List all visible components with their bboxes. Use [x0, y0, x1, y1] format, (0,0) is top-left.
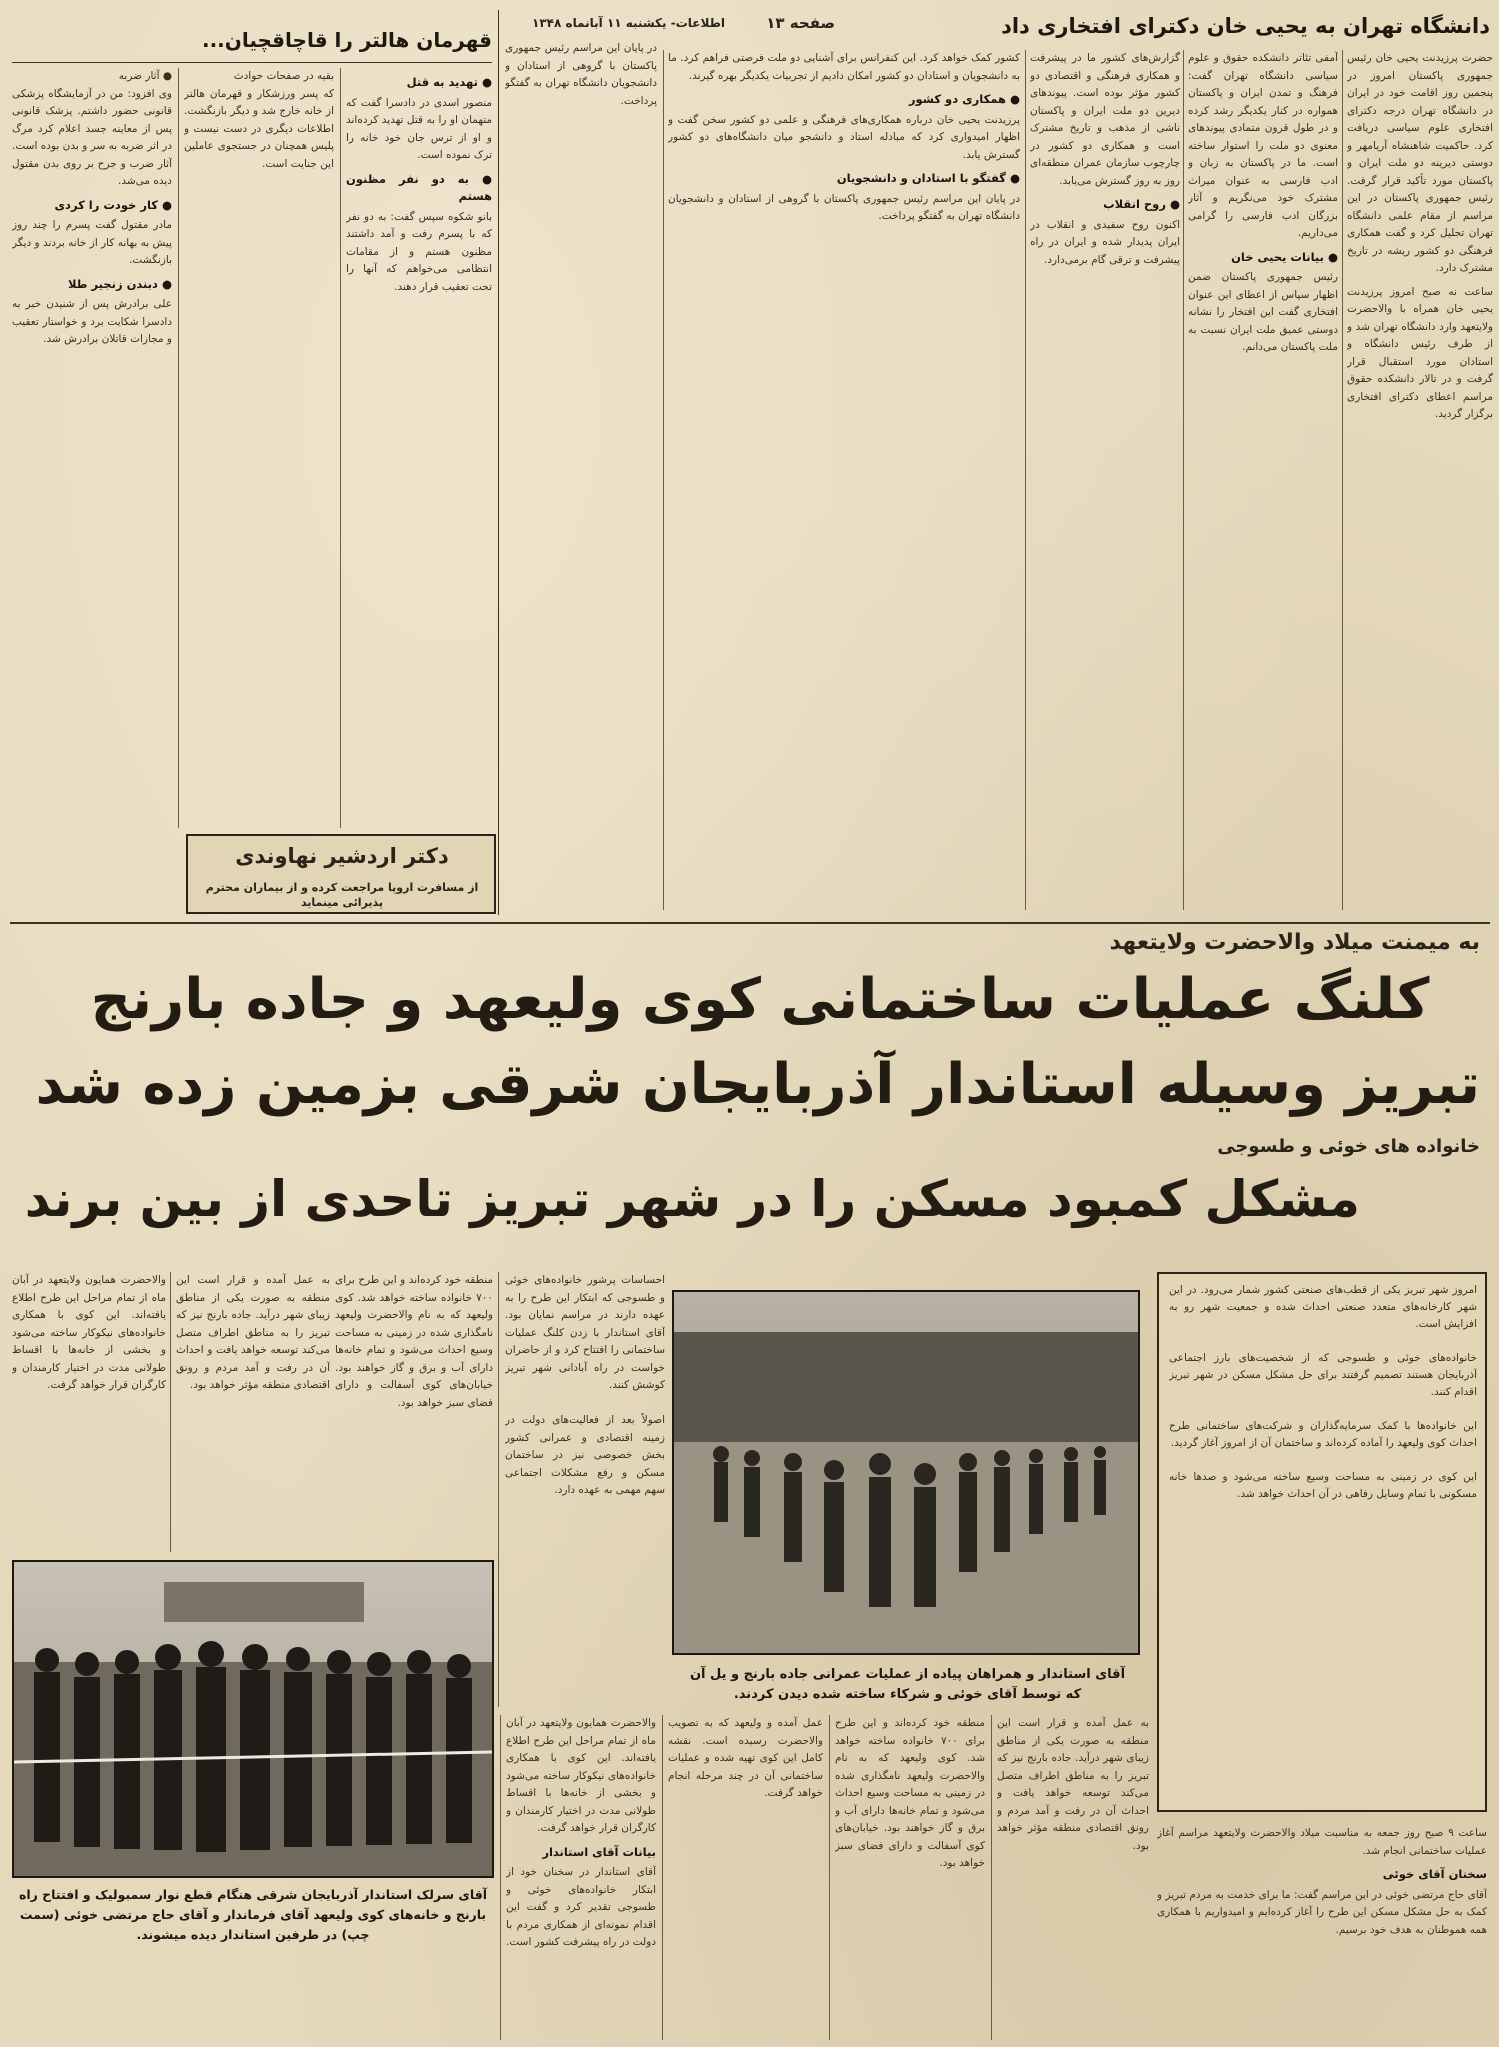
story-column [506, 1715, 656, 2040]
story-column [1157, 1825, 1487, 2040]
paragraph: عمل آمده و ولیعهد که به تصویب والاحضرت رسیده است. نقشه کامل این کوی تهیه شده و عملیات ساختمانی آن در چند مرحله انجام خواهد گرفت. [668, 1717, 823, 1799]
column-rule [498, 1272, 499, 1707]
subheading: ● کار خودت را کردی [54, 197, 172, 212]
weightlifter-headline: قهرمان هالتر را قاچاقچیان... [201, 28, 492, 52]
paragraph: بانو شکوه سپس گفت: به دو نفر که با پسرم رفت و آمد داشتند مظنون هستم و از مقامات انتظامی می‌خواهم که آنها را تحت تعقیب قرار دهند. [346, 210, 492, 293]
column-rule [498, 10, 499, 915]
story-column [346, 68, 492, 828]
column-rule [170, 1272, 171, 1552]
paragraph: به عمل آمده و قرار است این منطقه به صورت یکی از مناطق زیبای شهر درآید. جاده بارنج نیز که تبریز را به مناطق اطراف متصل می‌کند توسعه خواهد یافت و احداث آن در رفت و آمد مردم و رونق اقتصادی منطقه مؤثر خواهد بود. [176, 1274, 330, 1391]
paragraph: در پایان این مراسم رئیس جمهوری پاکستان با گروهی از استادان و دانشجویان دانشگاه تهران به گفتگو پرداخت. [505, 42, 657, 107]
story-column [12, 68, 172, 923]
subheading: بیانات آقای استاندار [542, 1844, 656, 1859]
column-rule [1342, 50, 1343, 910]
page-number: صفحه ۱۳ [766, 14, 835, 32]
paragraph: بقیه در صفحات حوادث که پسر ورزشکار و قهرمان هالتر از خانه خارج شد و دیگر بازنگشت. اطلاعات دیگری در دست نیست و پلیس همچنان در جستجوی عاملین این جنایت است. [184, 70, 334, 170]
paragraph: احساسات پرشور خانواده‌های خوئی و طسوجی که ابتکار این طرح را به عهده دارند در مراسم نمایان بود. آقای استاندار با زدن کلنگ عملیات ساختمانی را افتتاح کرد و از حاضران خواست در راه آبادانی شهر تبریز کوشش کنند. اصولاً بعد از فعالیت‌های دولت در زمینه اقتصادی و عمرانی کشور بخش خصوصی نیز در ساختمان مسکن و رفع مشکلات اجتماعی سهم مهمی به عهده دارد. [505, 1274, 665, 1496]
paragraph: منطقه خود کرده‌اند و این طرح برای ۷۰۰ خانواده ساخته خواهد شد. کوی ولیعهد که به نام والاحضرت ولیعهد نامگذاری شده در زمینی به مساحت وسیع احداث می‌شود و تمام خانه‌ها دارای آب و برق و گاز خواهند بود. خیابان‌های کوی آسفالت و دارای فضای سبز خواهد بود. [335, 1274, 493, 1409]
paragraph: ساعت نه صبح امروز پرزیدنت یحیی خان همراه با والاحضرت ولایتعهد وارد دانشگاه تهران شد و از طرف رئیس دانشگاه و استادان مورد استقبال قرار گرفت و در تالار دانشکده حقوق مراسم اعطای دکترای افتخاری برگزار گردید. [1347, 285, 1493, 420]
column-rule [340, 68, 341, 828]
banner-sub-kicker: خانواده های خوئی و طسوجی [1217, 1136, 1480, 1157]
photo-scene [14, 1562, 492, 1876]
subheading: ● دبندن زنجیر طلا [67, 276, 172, 291]
photo-caption: آقای سرلک استاندار آذربایجان شرقی هنگام قطع نوار سمبولیک و افتتاح راه بارنج و خانه‌های کوی ولیعهد آقای فرماندار و آقای حاج مرتضی خوئی (سمت چپ) در طرفین استاندار دیده میشوند. [18, 1887, 488, 1942]
paragraph: والاحضرت همایون ولایتعهد در آبان ماه از تمام مراحل این طرح اطلاع یافته‌اند. این کوی با همکاری خانواده‌های نیکوکار ساخته می‌شود و بخشی از خانه‌ها با اقساط طولانی مدت در اختیار کارمندان و کارگران قرار خواهد گرفت. [12, 1274, 166, 1391]
paragraph: مادر مقتول گفت پسرم را چند روز پیش به بهانه کار از خانه بردند و دیگر بازنگشت. [12, 219, 172, 266]
subheading: ● همکاری دو کشور [908, 92, 1020, 106]
story-column [12, 1272, 166, 1552]
story-column [1188, 50, 1338, 910]
story-column [505, 40, 657, 910]
subheading: ● بیانات یحیی خان [1231, 249, 1338, 264]
photo-officials-walking [672, 1290, 1140, 1655]
column-rule [662, 1715, 663, 2040]
column-rule [829, 1715, 830, 2040]
section-divider [10, 922, 1490, 924]
paragraph: آقای حاج مرتضی خوئی در این مراسم گفت: ما برای خدمت به مردم تبریز و کمک به حل مشکل مسکن این طرح را آغاز کرده‌ایم و امیدواریم با همکاری همه هموطنان به هدف خود برسیم. [1157, 1888, 1487, 1936]
story-column [184, 68, 334, 828]
paragraph: به عمل آمده و قرار است این منطقه به صورت یکی از مناطق زیبای شهر درآید. جاده بارنج نیز که تبریز را به مناطق اطراف متصل می‌کند توسعه خواهد یافت و احداث آن در رفت و آمد مردم و رونق اقتصادی منطقه مؤثر خواهد بود. [997, 1717, 1149, 1852]
paragraph: گزارش‌های کشور ما در پیشرفت و همکاری فرهنگی و اقتصادی دو کشور مؤثر بوده است. پیوندهای دیرین دو ملت ایران و پاکستان ناشی از مذهب و تاریخ مشترک است و همکاری دو کشور در چارچوب سازمان عمران منطقه‌ای روز به روز گسترش می‌یابد. [1030, 52, 1180, 187]
paragraph: منصور اسدی در دادسرا گفت که متهمان او را به قتل تهدید کرده‌اند و او از ترس جان خود خانه را ترک نموده است. [346, 96, 492, 161]
university-headline: دانشگاه تهران به یحیی خان دکترای افتخاری داد [1001, 14, 1490, 38]
paragraph: در پایان این مراسم رئیس جمهوری پاکستان با گروهی از استادان و دانشجویان دانشگاه تهران به گفتگو پرداخت. [668, 192, 1020, 222]
photo-caption: آقای استاندار و همراهان پیاده از عملیات عمرانی جاده بارنج و یل آن که توسط آقای خوئی و شرکاء ساخته شده دیدن کردند. [689, 1667, 1126, 1702]
ad-doctor-name: دکتر اردشیر نهاوندی [235, 844, 449, 868]
paragraph: رئیس جمهوری پاکستان ضمن اظهار سپاس از اعطای این عنوان افتخاری گفت این افتخار را نشانه دوستی عمیق ملت ایران نسبت به ملت پاکستان می‌دانم. [1188, 271, 1338, 353]
paragraph: آقای استاندار در سخنان خود از ابتکار خانواده‌های خوئی و طسوجی تقدیر کرد و گفت این اقدام نمونه‌ای از همکاری مردم با دولت در راه پیشرفت کشور است. [506, 1866, 656, 1948]
paragraph: حضرت پرزیدنت یحیی خان رئیس جمهوری پاکستان امروز در پنجمین روز اقامت خود در ایران در دانشگاه تهران درجه دکترای افتخاری علوم سیاسی دریافت کرد. حاکمیت شاهنشاه آریامهر و دوستی دیرینه دو ملت ایران و پاکستان مورد تأکید قرار گرفت. رئیس جمهوری پاکستان در این مراسم از مقام علمی دانشگاه تهران تجلیل کرد و گفت همکاری فرهنگی دو کشور ریشه در تاریخ مشترک دارد. [1347, 52, 1493, 274]
paragraph: اکنون روح سفیدی و انقلاب در ایران پدیدار شده و ایران در راه پیشرفت و ترقی گام برمی‌دارد. [1030, 218, 1180, 266]
story-column [835, 1715, 985, 2040]
headline-rule [12, 62, 492, 63]
subheading: ● روح انقلاب [1103, 197, 1180, 211]
doctor-ad-box [186, 834, 496, 914]
column-rule [1183, 50, 1184, 910]
story-column [668, 50, 1020, 910]
paragraph: ● آثار ضربه وی افزود: من در آزمایشگاه پزشکی قانونی حضور داشتم. پزشک قانونی پس از معاینه جسد اعلام کرد مرگ در اثر ضربه به سر و بدن بوده است. آثار ضرب و جرح بر روی بدن مقتول دیده می‌شد. [12, 70, 172, 187]
ad-doctor-line: از مسافرت اروپا مراجعت کرده و از بیماران محترم پذیرائی مینماید [205, 881, 479, 909]
story-column [997, 1715, 1149, 2040]
story-column [505, 1272, 665, 1707]
paragraph: آمفی تئاتر دانشکده حقوق و علوم سیاسی دانشگاه تهران گفت: فرهنگ و تمدن ایران و پاکستان همواره در کنار یکدیگر رشد کرده و در طول قرون متمادی پیوندهای معنوی دو ملت را استوار ساخته است. ما در پاکستان به زبان و ادب فارسی به عنوان میراث مشترک خود می‌نگریم و آثار بزرگان ادب فارسی را گرامی می‌داریم. [1188, 52, 1338, 239]
story-column: امروز شهر تبریز یکی از قطب‌های صنعتی کشور شمار می‌رود. در این شهر کارخانه‌های متعدد صنعتی احداث شده و جمعیت شهر رو به افزایش است. خانواده‌های خوئی و طسوجی که از شخصیت‌های بارز اجتماعی آذربایجان هستند تصمیم گرفتند برای حل مشکل مسکن در شهر تبریز اقدام کنند. این خانواده‌ها با کمک سرمایه‌گذاران و شرکت‌های ساختمانی طرح احداث کوی ولیعهد را آماده کرده‌اند و ساختمان آن از امروز آغاز گردید. این کوی در زمینی به مساحت وسیع ساخته می‌شود و صدها خانه مسکونی با تمام وسایل رفاهی در آن احداث خواهد شد. [1169, 1284, 1477, 1500]
photo-ribbon-cutting [12, 1560, 494, 1878]
story-column [1030, 50, 1180, 910]
paragraph: علی برادرش پس از شنیدن خبر به دادسرا شکایت برد و خواستار تعقیب و مجازات قاتلان برادرش شد. [12, 298, 172, 345]
banner-headline-3: مشکل کمبود مسکن را در شهر تبریز تاحدی از بین برند [24, 1170, 1360, 1228]
column-rule [991, 1715, 992, 2040]
subheading: ● گفتگو با استادان و دانشجویان [836, 171, 1020, 185]
story-column [335, 1272, 493, 1552]
paragraph: والاحضرت همایون ولایتعهد در آبان ماه از تمام مراحل این طرح اطلاع یافته‌اند. این کوی با همکاری خانواده‌های نیکوکار ساخته می‌شود و بخشی از خانه‌ها با اقساط طولانی مدت در اختیار کارمندان و کارگران قرار خواهد گرفت. [506, 1717, 656, 1834]
paragraph: منطقه خود کرده‌اند و این طرح برای ۷۰۰ خانواده ساخته خواهد شد. کوی ولیعهد که به نام والاحضرت ولیعهد نامگذاری شده در زمینی به مساحت وسیع احداث می‌شود و تمام خانه‌ها دارای آب و برق و گاز خواهند بود. خیابان‌های کوی آسفالت و دارای فضای سبز خواهد بود. [835, 1717, 985, 1869]
paragraph: پرزیدنت یحیی خان درباره همکاری‌های فرهنگی و علمی دو کشور سخن گفت و اظهار امیدواری کرد که مبادله استاد و دانشجو میان دانشگاه‌های دو کشور گسترش یابد. [668, 113, 1020, 161]
banner-headline-1: کلنگ عملیات ساختمانی کوی ولیعهد و جاده بارنج [90, 967, 1430, 1032]
highlight-box [1157, 1272, 1487, 1812]
banner-headline-2: تبریز وسیله استاندار آذربایجان شرقی بزمین زده شد [35, 1052, 1480, 1117]
story-column [176, 1272, 330, 1552]
paragraph: ساعت ۹ صبح روز جمعه به مناسبت میلاد والاحضرت ولایتعهد مراسم آغاز عملیات ساختمانی انجام شد. [1157, 1827, 1487, 1857]
subheading: ● تهدید به قتل [406, 75, 492, 89]
paragraph: کشور کمک خواهد کرد. این کنفرانس برای آشنایی دو ملت فرصتی فراهم کرد. ما به دانشجویان و استادان دو کشور امکان دادیم از تجربیات یکدیگر بهره گیرند. [668, 52, 1020, 82]
subheading: سخنان آقای خوئی [1382, 1867, 1487, 1881]
column-rule [1025, 50, 1026, 910]
story-column [1347, 50, 1493, 910]
story-column [668, 1715, 823, 2040]
photo-scene [674, 1292, 1138, 1653]
column-rule [178, 68, 179, 828]
banner-kicker: به میمنت میلاد والاحضرت ولایتعهد [1109, 930, 1480, 955]
column-rule [663, 50, 664, 910]
paper-date: اطلاعات- یکشنبه ۱۱ آبانماه ۱۳۴۸ [532, 16, 725, 30]
subheading: ● به دو نفر مظنون هستم [346, 171, 492, 203]
column-rule [500, 1715, 501, 2040]
